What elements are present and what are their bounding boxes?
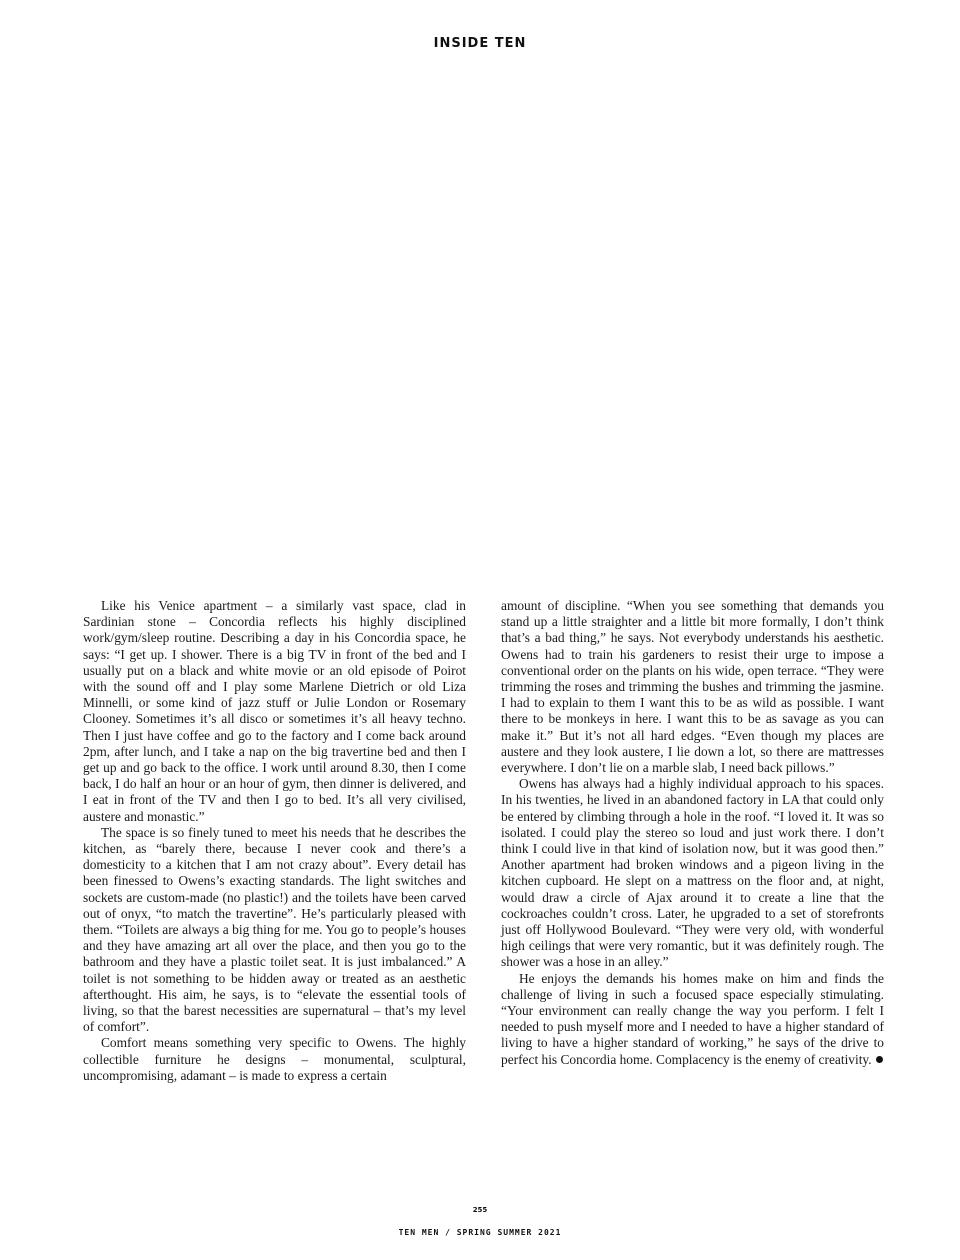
page-number: 255 [472, 1206, 488, 1214]
article-paragraph: amount of discipline. “When you see something that demands you stand up a little straighter and a little bit more formally, I don’t think that’s a bad thing,” he says. Not everybody understands his aesthetic. Owens had to train his gardeners to resist their urge to impose a conventional order on the plants on his wide, open terrace. “They were trimming the roses and trimming the bushes and trimming the jasmine. I had to explain to them I want this to be as wild as possible. I want there to be monkeys in here. I want this to be as savage as you can make it.” But it’s not all hard edges. “Even though my places are austere and they look austere, I lie down a lot, so there are mattresses everywhere. I don’t lie on a marble slab, I need back pillows.” [501, 598, 884, 776]
article-body [83, 598, 884, 1084]
article-paragraph: Comfort means something very specific to Owens. The highly collectible furniture he designs – monumental, sculptural, uncompromising, adamant – is made to express a certain [83, 1035, 466, 1083]
end-mark-icon [876, 1056, 883, 1063]
publication-footer: TEN MEN / SPRING SUMMER 2021 [398, 1228, 562, 1237]
article-paragraph: Owens has always had a highly individual approach to his spaces. In his twenties, he lived in an abandoned factory in LA that could only be entered by climbing through a hole in the roof. “I loved it. It was so isolated. I could play the stereo so loud and just work there. I don’t think I could live in that kind of isolation now, but it was good then.” Another apartment had broken windows and a pigeon living in the kitchen cupboard. He slept on a mattress on the floor and, at night, would draw a circle of Ajax around it to create a line that the cockroaches couldn’t cross. Later, he upgraded to a set of storefronts just off Hollywood Boulevard. “They were very old, with wonderful high ceilings that were very romantic, but it was definitely rough. The shower was a hose in an alley.” [501, 776, 884, 970]
article-paragraph-text: He enjoys the demands his homes make on him and finds the challenge of living in such a focused space especially stimulating. “Your environment can really change the way you perform. I felt I needed to push myself more and I needed to have a higher standard of living to have a higher standard of working,” he says of the drive to perfect his Concordia home. Complacency is the enemy of creativity. [501, 970, 884, 1067]
article-paragraph: The space is so finely tuned to meet his needs that he describes the kitchen, as “barely there, because I never cook and there’s a domesticity to a kitchen that I am not crazy about”. Every detail has been finessed to Owens’s exacting standards. The light switches and sockets are custom-made (no plastic!) and the toilets have been carved out of onyx, “to match the travertine”. He’s particularly pleased with them. “Toilets are always a big thing for me. You go to people’s houses and they have amazing art all over the place, and then you go to the bathroom and they have a plastic toilet seat. It is just imbalanced.” A toilet is not something to be hidden away or treated as an aesthetic afterthought. His aim, he says, is to “elevate the essential tools of living, so that the barest necessities are supernatural – that’s my level of comfort”. [83, 824, 466, 1035]
section-label: INSIDE TEN [433, 36, 527, 51]
article-column-right [501, 598, 884, 1084]
article-paragraph-final [501, 971, 884, 1068]
article-column-left [83, 598, 466, 1084]
article-paragraph: Like his Venice apartment – a similarly vast space, clad in Sardinian stone – Concordia reflects his highly disciplined work/gym/sleep routine. Describing a day in his Concordia space, he says: “I get up. I shower. There is a big TV in front of the bed and I usually put on a black and white movie or an old episode of Poirot with the sound off and I play some Marlene Dietrich or old Liza Minnelli, or some kind of jazz stuff or Julie London or Rosemary Clooney. Sometimes it’s all disco or sometimes it’s all heavy techno. Then I just have coffee and go to the factory and I come back around 2pm, after lunch, and I take a nap on the big travertine bed and then I get up and go back to the office. I work until around 8.30, then I come back, I do half an hour or an hour of gym, then dinner is delivered, and I eat in front of the TV and then I go to bed. It’s all very civilised, austere and monastic.” [83, 598, 466, 824]
